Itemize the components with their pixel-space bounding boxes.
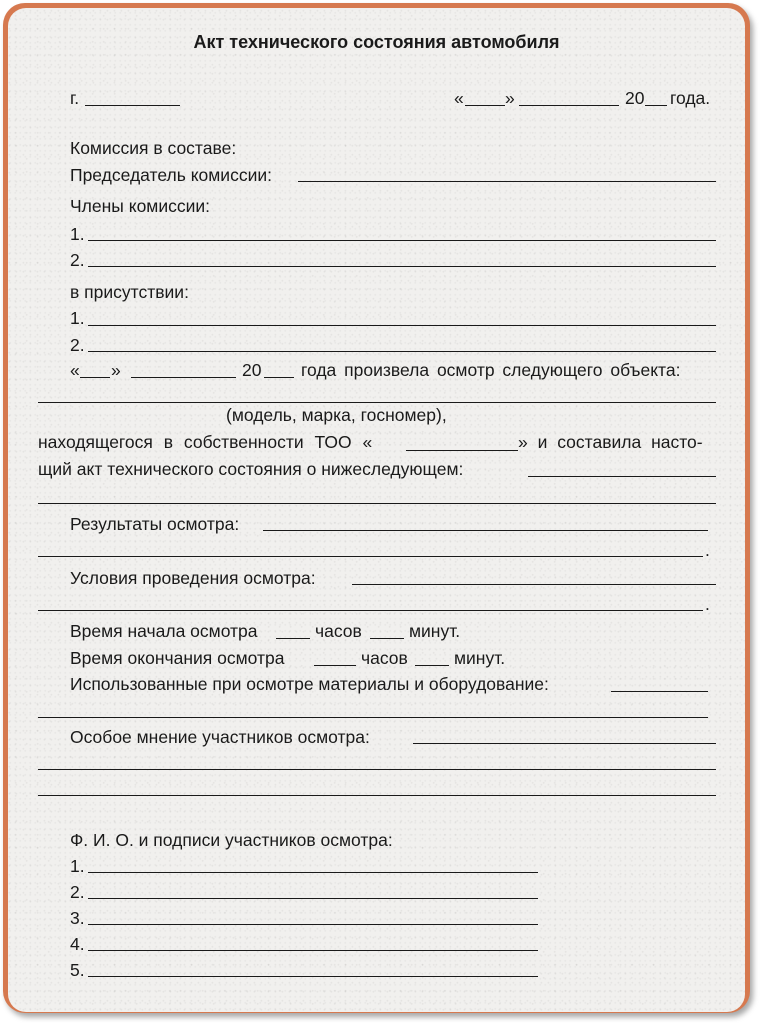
conditions-period: . — [705, 594, 710, 614]
member-number-1: 1. — [70, 224, 85, 244]
opinion-field-1[interactable] — [413, 743, 716, 744]
materials-field-2[interactable] — [38, 717, 708, 718]
city-prefix: г. — [70, 88, 80, 108]
signature-number-5: 5. — [70, 960, 85, 980]
company-name-field[interactable] — [406, 450, 518, 451]
conditions-field-2[interactable] — [38, 610, 703, 611]
signature-field-5[interactable] — [88, 976, 538, 977]
object-caption: (модель, марка, госномер), — [226, 405, 447, 425]
end-hours-label: часов — [361, 648, 408, 668]
members-label: Члены комиссии: — [70, 196, 211, 216]
presence-number-1: 1. — [70, 308, 85, 328]
start-hours-field[interactable] — [276, 638, 310, 639]
chairman-label: Председатель комиссии: — [70, 165, 272, 185]
date-quote-open: « — [454, 88, 464, 108]
ownership-text-2: » и составила насто- — [518, 432, 703, 452]
start-minutes-label: минут. — [409, 621, 461, 641]
signature-field-2[interactable] — [88, 898, 538, 899]
commission-heading: Комиссия в составе: — [70, 138, 237, 158]
signature-number-2: 2. — [70, 882, 85, 902]
inspection-year-field[interactable] — [264, 377, 294, 378]
presence-field-2[interactable] — [88, 351, 716, 352]
act-field-1[interactable] — [528, 476, 716, 477]
materials-field-1[interactable] — [611, 691, 708, 692]
document-title: Акт технического состояния автомобиля — [193, 32, 560, 52]
end-minutes-field[interactable] — [415, 665, 449, 666]
inspection-year-prefix: 20 — [242, 360, 262, 380]
results-period: . — [705, 540, 710, 560]
materials-label: Использованные при осмотре материалы и оборудование: — [70, 674, 549, 694]
date-year-suffix: года. — [670, 88, 711, 108]
inspection-quote-close: » — [111, 360, 121, 380]
conditions-field-1[interactable] — [352, 584, 716, 585]
ownership-text-1: находящегося в собственности ТОО « — [38, 432, 373, 452]
presence-number-2: 2. — [70, 335, 85, 355]
chairman-field[interactable] — [298, 181, 716, 182]
opinion-field-2[interactable] — [38, 769, 716, 770]
signature-number-3: 3. — [70, 908, 85, 928]
object-field[interactable] — [38, 402, 716, 403]
member-number-2: 2. — [70, 250, 85, 270]
start-time-label: Время начала осмотра — [70, 621, 258, 641]
presence-label: в присутствии: — [70, 282, 189, 302]
results-field-1[interactable] — [263, 530, 708, 531]
end-time-label: Время окончания осмотра — [70, 648, 285, 668]
member-field-2[interactable] — [88, 266, 716, 267]
opinion-label: Особое мнение участников осмотра: — [70, 727, 370, 747]
inspection-text: года произвела осмотр следующего объекта: — [301, 360, 681, 380]
start-hours-label: часов — [315, 621, 362, 641]
results-field-2[interactable] — [38, 556, 703, 557]
member-field-1[interactable] — [88, 240, 716, 241]
end-hours-field[interactable] — [314, 665, 356, 666]
signature-field-4[interactable] — [88, 950, 538, 951]
date-year-field[interactable] — [645, 105, 667, 106]
city-field[interactable] — [85, 105, 180, 106]
conditions-label: Условия проведения осмотра: — [70, 568, 316, 588]
presence-field-1[interactable] — [88, 325, 716, 326]
results-label: Результаты осмотра: — [70, 514, 240, 534]
date-quote-close: » — [505, 88, 515, 108]
signature-field-3[interactable] — [88, 924, 538, 925]
date-day-field[interactable] — [465, 105, 505, 106]
date-year-prefix: 20 — [625, 88, 645, 108]
end-minutes-label: минут. — [454, 648, 506, 668]
inspection-month-field[interactable] — [131, 377, 236, 378]
opinion-field-3[interactable] — [38, 795, 716, 796]
signature-field-1[interactable] — [88, 872, 538, 873]
document-sheet — [8, 8, 745, 1012]
signatures-label: Ф. И. О. и подписи участников осмотра: — [70, 830, 393, 850]
signature-number-4: 4. — [70, 934, 85, 954]
start-minutes-field[interactable] — [370, 638, 404, 639]
act-line-text: щий акт технического состояния о нижеследующем: — [38, 459, 464, 479]
signature-number-1: 1. — [70, 856, 85, 876]
inspection-day-field[interactable] — [80, 377, 110, 378]
date-month-field[interactable] — [519, 105, 619, 106]
inspection-quote-open: « — [70, 360, 80, 380]
act-field-2[interactable] — [38, 503, 716, 504]
